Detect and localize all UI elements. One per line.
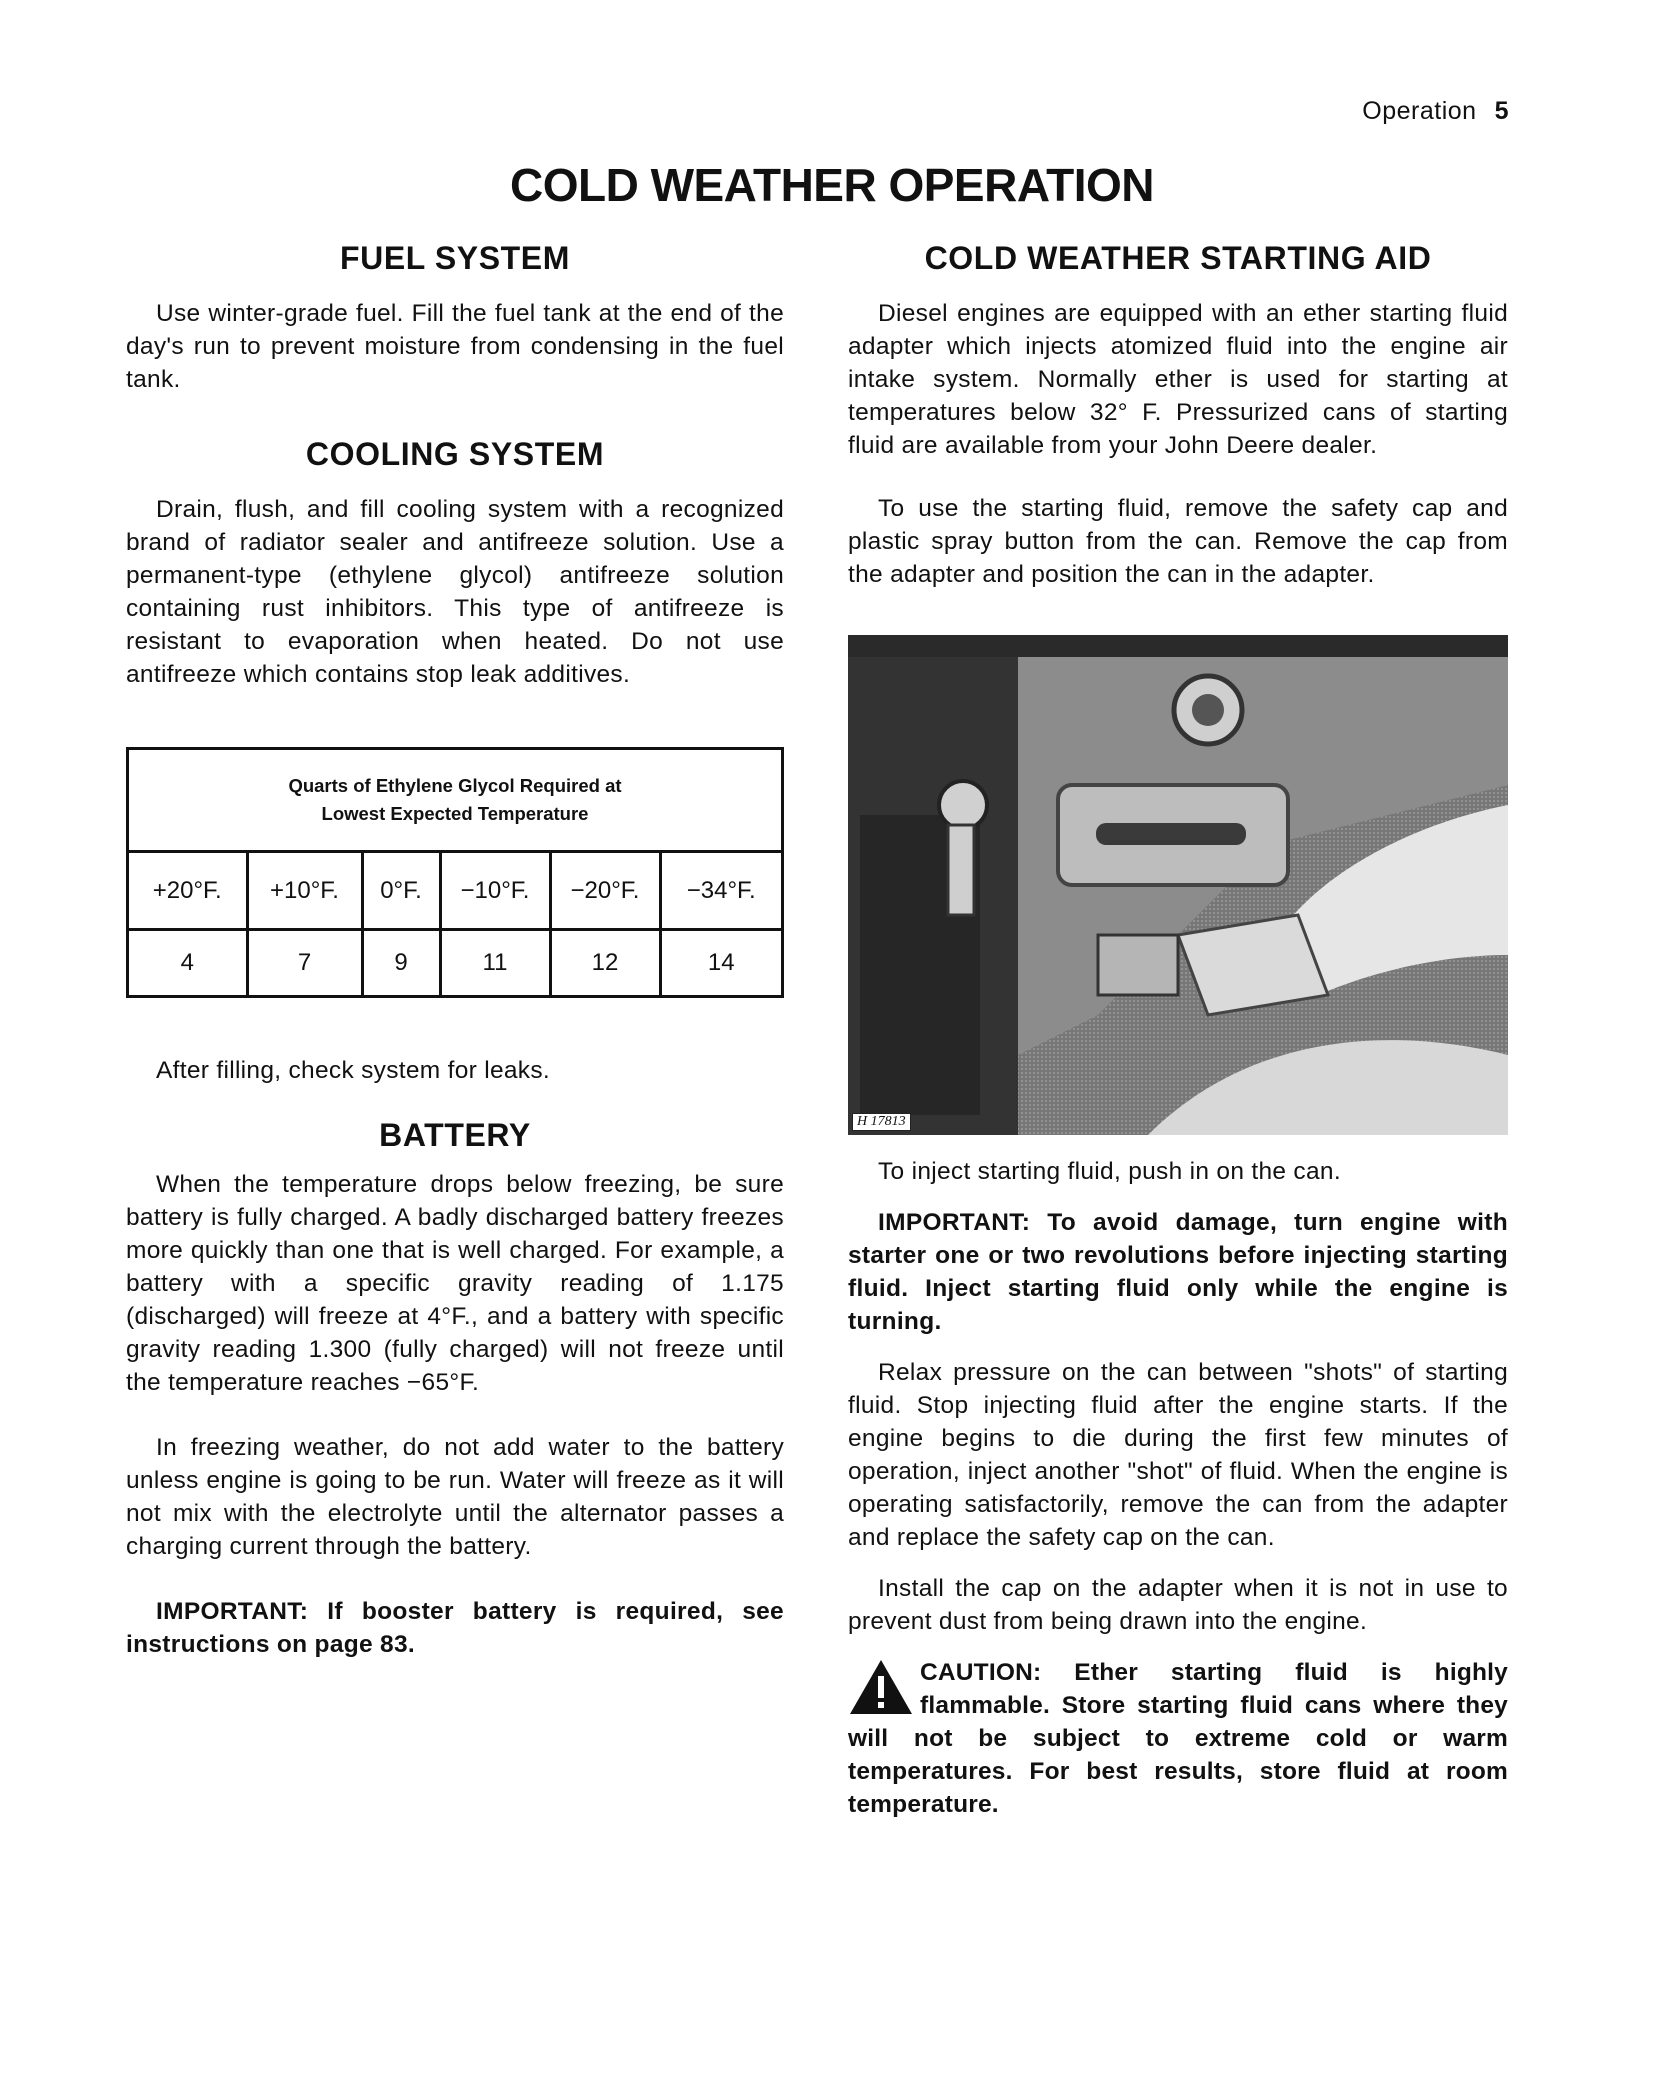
page-header (1362, 97, 1509, 126)
temperature-cell: −34°F. (660, 853, 781, 930)
fuel-system-text: Use winter-grade fuel. Fill the fuel tank at the end of the day's run to prevent moisture from condensing in the fuel tank. (126, 300, 784, 393)
photo-caption: To inject starting fluid, push in on the can. (878, 1158, 1341, 1185)
caution-text: CAUTION: Ether starting fluid is highly flammable. Store starting fluid cans where they will not be subject to extreme cold or warm temperatures. For best results, store fluid at room temperature. (848, 1659, 1508, 1818)
starting-aid-important-note: IMPORTANT: To avoid damage, turn engine with starter one or two revolutions before injecting starting fluid. Inject starting fluid only while the engine is turning. (848, 1209, 1508, 1335)
cooling-system-text: Drain, flush, and fill cooling system with a recognized brand of radiator sealer and antifreeze solution. Use a permanent-type (ethylene glycol) antifreeze solution containing rust inhibitors. This type of antifreeze is resistant to evaporation when heated. Do not use antifreeze which contains stop leak additives. (126, 496, 784, 688)
starting-aid-heading: COLD WEATHER STARTING AID (924, 240, 1432, 276)
caution-block (848, 1656, 1508, 1821)
quarts-cell: 7 (247, 930, 362, 996)
battery-important-note: IMPORTANT: If booster battery is required, see instructions on page 83. (126, 1598, 784, 1658)
photo-id-label: H 17813 (852, 1113, 911, 1131)
battery-paragraph-2: In freezing weather, do not add water to the battery unless engine is going to be run. Water will freeze as it will not mix with the electrolyte until the alternator passes a charging current through the battery. (126, 1434, 784, 1560)
fuel-system-heading: FUEL SYSTEM (339, 240, 571, 276)
photo-illustration (848, 635, 1508, 1135)
battery-paragraph-1: When the temperature drops below freezing, be sure battery is fully charged. A badly discharged battery freezes more quickly than one that is well charged. For example, a battery with a specific gravity reading of 1.175 (discharged) will freeze at 4°F., and a battery with specific gravity reading 1.300 (fully charged) will not freeze until the temperature reaches −65°F. (126, 1171, 784, 1396)
temperature-cell: +10°F. (247, 853, 362, 930)
table-temperature-row (129, 853, 781, 930)
quarts-cell: 11 (440, 930, 550, 996)
quarts-cell: 9 (362, 930, 440, 996)
left-column (126, 240, 784, 1661)
starting-aid-paragraph-4: Install the cap on the adapter when it is not in use to prevent dust from being drawn into the engine. (848, 1575, 1508, 1635)
quarts-cell: 4 (180, 949, 194, 976)
antifreeze-table (126, 747, 784, 998)
section-name: Operation (1362, 97, 1477, 125)
temperature-cell: −10°F. (440, 853, 550, 930)
starting-aid-paragraph-2: To use the starting fluid, remove the safety cap and plastic spray button from the can. Remove the cap from the adapter and position the can in the adapter. (848, 495, 1508, 588)
starting-aid-paragraph-3: Relax pressure on the can between "shots" of starting fluid. Stop injecting fluid after the engine starts. If the engine begins to die during the first few minutes of operation, inject another "shot" of fluid. When the engine is operating satisfactorily, remove the can from the adapter and replace the safety cap on the can. (848, 1359, 1508, 1551)
table-caption-line-2: Lowest Expected Temperature (321, 803, 589, 824)
battery-heading: BATTERY (379, 1117, 531, 1153)
temperature-cell: 0°F. (362, 853, 440, 930)
right-column (848, 240, 1508, 1821)
table-caption-line-1: Quarts of Ethylene Glycol Required at (288, 775, 622, 796)
page-title: COLD WEATHER OPERATION (509, 159, 1155, 211)
table-caption (129, 750, 781, 853)
warning-triangle-icon (848, 1658, 914, 1716)
temperature-cell: +20°F. (129, 853, 247, 930)
table-quarts-row (129, 930, 781, 996)
engine-adapter-photo (848, 635, 1508, 1135)
cooling-system-heading: COOLING SYSTEM (305, 436, 605, 472)
page-number: 5 (1494, 97, 1509, 125)
quarts-cell: 12 (550, 930, 660, 996)
quarts-cell: 14 (660, 930, 781, 996)
starting-aid-paragraph-1: Diesel engines are equipped with an ether starting fluid adapter which injects atomized fluid into the engine air intake system. Normally ether is used for starting at temperatures below 32° F. Pressurized cans of starting fluid are available from your John Deere dealer. (848, 300, 1508, 459)
temperature-cell: −20°F. (550, 853, 660, 930)
after-filling-text: After filling, check system for leaks. (156, 1057, 550, 1084)
